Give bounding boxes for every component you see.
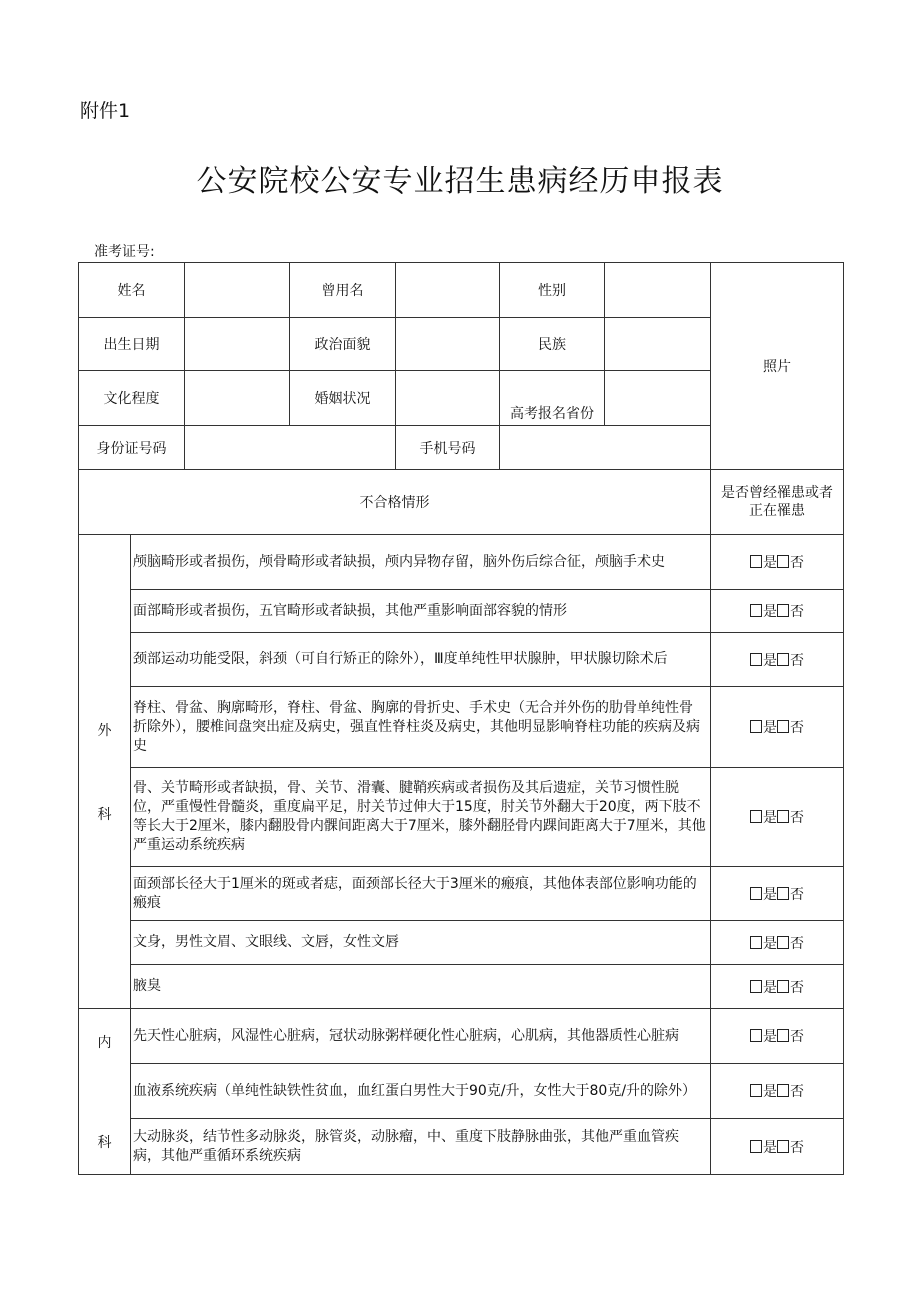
yes-checkbox[interactable] xyxy=(750,604,762,617)
internal-label-top: 内 xyxy=(97,1034,112,1051)
yes-checkbox[interactable] xyxy=(750,653,762,666)
no-label: 否 xyxy=(790,1139,804,1156)
exam-province-field[interactable] xyxy=(605,371,711,426)
photo-box[interactable] xyxy=(711,263,844,470)
attachment-label: 附件1 xyxy=(80,100,131,122)
yes-checkbox[interactable] xyxy=(750,980,762,993)
gender-label: 性别 xyxy=(500,263,605,318)
marital-status-label: 婚姻状况 xyxy=(290,371,396,426)
yes-label: 是 xyxy=(763,652,777,669)
no-label: 否 xyxy=(790,652,804,669)
no-checkbox[interactable] xyxy=(777,1029,789,1042)
surgery-item-answer[interactable] xyxy=(711,535,844,590)
yes-checkbox[interactable] xyxy=(750,887,762,900)
yes-label: 是 xyxy=(763,555,777,571)
yes-checkbox[interactable] xyxy=(750,720,762,733)
surgery-item-answer[interactable] xyxy=(711,867,844,921)
surgery-item-answer[interactable] xyxy=(711,687,844,768)
former-name-field[interactable] xyxy=(396,263,500,318)
surgery-item: 面颈部长径大于1厘米的斑或者痣，面颈部长径大于3厘米的瘢痕，其他体表部位影响功能的瘢痕 xyxy=(131,867,711,921)
no-label: 否 xyxy=(790,604,804,620)
answer-header: 是否曾经罹患或者正在罹患 xyxy=(711,470,844,535)
ethnicity-field[interactable] xyxy=(605,318,711,371)
no-checkbox[interactable] xyxy=(777,980,789,993)
internal-item: 先天性心脏病，风湿性心脏病，冠状动脉粥样硬化性心脏病，心肌病，其他器质性心脏病 xyxy=(131,1009,711,1064)
surgery-item: 颈部运动功能受限，斜颈（可自行矫正的除外），Ⅲ度单纯性甲状腺肿，甲状腺切除术后 xyxy=(131,633,711,687)
declaration-table xyxy=(78,262,844,1175)
yes-checkbox[interactable] xyxy=(750,1084,762,1097)
yes-label: 是 xyxy=(763,1139,777,1156)
yes-checkbox[interactable] xyxy=(750,810,762,823)
no-checkbox[interactable] xyxy=(777,604,789,617)
surgery-item: 文身，男性文眉、文眼线、文唇，女性文唇 xyxy=(131,921,711,965)
internal-item: 血液系统疾病（单纯性缺铁性贫血，血红蛋白男性大于90克/升，女性大于80克/升的除外） xyxy=(131,1064,711,1119)
no-label: 否 xyxy=(790,1084,804,1100)
id-number-field[interactable] xyxy=(185,426,396,470)
surgery-item: 腋臭 xyxy=(131,965,711,1009)
surgery-item: 面部畸形或者损伤，五官畸形或者缺损，其他严重影响面部容貌的情形 xyxy=(131,590,711,633)
no-checkbox[interactable] xyxy=(777,1140,789,1153)
no-label: 否 xyxy=(790,979,804,996)
political-status-label: 政治面貌 xyxy=(290,318,396,371)
surgery-item-answer[interactable] xyxy=(711,633,844,687)
yes-label: 是 xyxy=(763,604,777,620)
no-checkbox[interactable] xyxy=(777,720,789,733)
birth-date-label: 出生日期 xyxy=(79,318,185,371)
id-number-label: 身份证号码 xyxy=(79,426,185,470)
name-field[interactable] xyxy=(185,263,290,318)
political-status-field[interactable] xyxy=(396,318,500,371)
surgery-item-answer[interactable] xyxy=(711,921,844,965)
internal-item-answer[interactable] xyxy=(711,1009,844,1064)
surgery-item-answer[interactable] xyxy=(711,590,844,633)
internal-item-answer[interactable] xyxy=(711,1119,844,1175)
surgery-item-answer[interactable] xyxy=(711,965,844,1009)
yes-checkbox[interactable] xyxy=(750,555,762,568)
yes-label: 是 xyxy=(763,810,777,826)
internal-category xyxy=(79,1009,131,1175)
surgery-item: 颅脑畸形或者损伤，颅骨畸形或者缺损，颅内异物存留，脑外伤后综合征，颅脑手术史 xyxy=(131,535,711,590)
surgery-item: 骨、关节畸形或者缺损，骨、关节、滑囊、腱鞘疾病或者损伤及其后遗症，关节习惯性脱位，严重慢性骨髓炎，重度扁平足，肘关节过伸大于15度，肘关节外翻大于20度，两下肢不等长大于2厘米，膝内翻股骨内髁间距离大于7厘米，膝外翻胫骨内踝间距离大于7厘米，其他严重运动系统疾病 xyxy=(131,768,711,867)
yes-label: 是 xyxy=(763,935,777,952)
no-checkbox[interactable] xyxy=(777,887,789,900)
no-checkbox[interactable] xyxy=(777,810,789,823)
gender-field[interactable] xyxy=(605,263,711,318)
yes-label: 是 xyxy=(763,720,777,736)
yes-label: 是 xyxy=(763,1029,777,1045)
yes-checkbox[interactable] xyxy=(750,1029,762,1042)
education-field[interactable] xyxy=(185,371,290,426)
phone-label: 手机号码 xyxy=(396,426,500,470)
surgery-label-bottom: 科 xyxy=(97,806,112,823)
internal-item-answer[interactable] xyxy=(711,1064,844,1119)
yes-label: 是 xyxy=(763,979,777,996)
no-label: 否 xyxy=(790,555,804,571)
ethnicity-label: 民族 xyxy=(500,318,605,371)
yes-label: 是 xyxy=(763,1084,777,1100)
surgery-item: 脊柱、骨盆、胸廓畸形，脊柱、骨盆、胸廓的骨折史、手术史（无合并外伤的肋骨单纯性骨折除外），腰椎间盘突出症及病史，强直性脊柱炎及病史，其他明显影响脊柱功能的疾病及病史 xyxy=(131,687,711,768)
education-label: 文化程度 xyxy=(79,371,185,426)
internal-label-bottom: 科 xyxy=(97,1134,112,1151)
no-label: 否 xyxy=(790,935,804,952)
no-label: 否 xyxy=(790,720,804,736)
exam-province-label: 高考报名省份 xyxy=(500,371,605,426)
phone-field[interactable] xyxy=(500,426,711,470)
surgery-item-answer[interactable] xyxy=(711,768,844,867)
marital-status-field[interactable] xyxy=(396,371,500,426)
form-title: 公安院校公安专业招生患病经历申报表 xyxy=(196,164,724,199)
yes-checkbox[interactable] xyxy=(750,936,762,949)
photo-label: 照片 xyxy=(763,359,791,375)
surgery-category xyxy=(79,535,131,1009)
yes-checkbox[interactable] xyxy=(750,1140,762,1153)
internal-item: 大动脉炎，结节性多动脉炎，脉管炎，动脉瘤，中、重度下肢静脉曲张，其他严重血管疾病，其他严重循环系统疾病 xyxy=(131,1119,711,1175)
surgery-label-top: 外 xyxy=(97,722,112,739)
no-checkbox[interactable] xyxy=(777,653,789,666)
no-checkbox[interactable] xyxy=(777,555,789,568)
condition-header: 不合格情形 xyxy=(79,470,711,535)
no-checkbox[interactable] xyxy=(777,1084,789,1097)
no-checkbox[interactable] xyxy=(777,936,789,949)
former-name-label: 曾用名 xyxy=(290,263,396,318)
ticket-number-label: 准考证号: xyxy=(94,244,155,260)
no-label: 否 xyxy=(790,886,804,903)
no-label: 否 xyxy=(790,1029,804,1045)
yes-label: 是 xyxy=(763,886,777,903)
birth-date-field[interactable] xyxy=(185,318,290,371)
no-label: 否 xyxy=(790,810,804,826)
name-label: 姓名 xyxy=(79,263,185,318)
